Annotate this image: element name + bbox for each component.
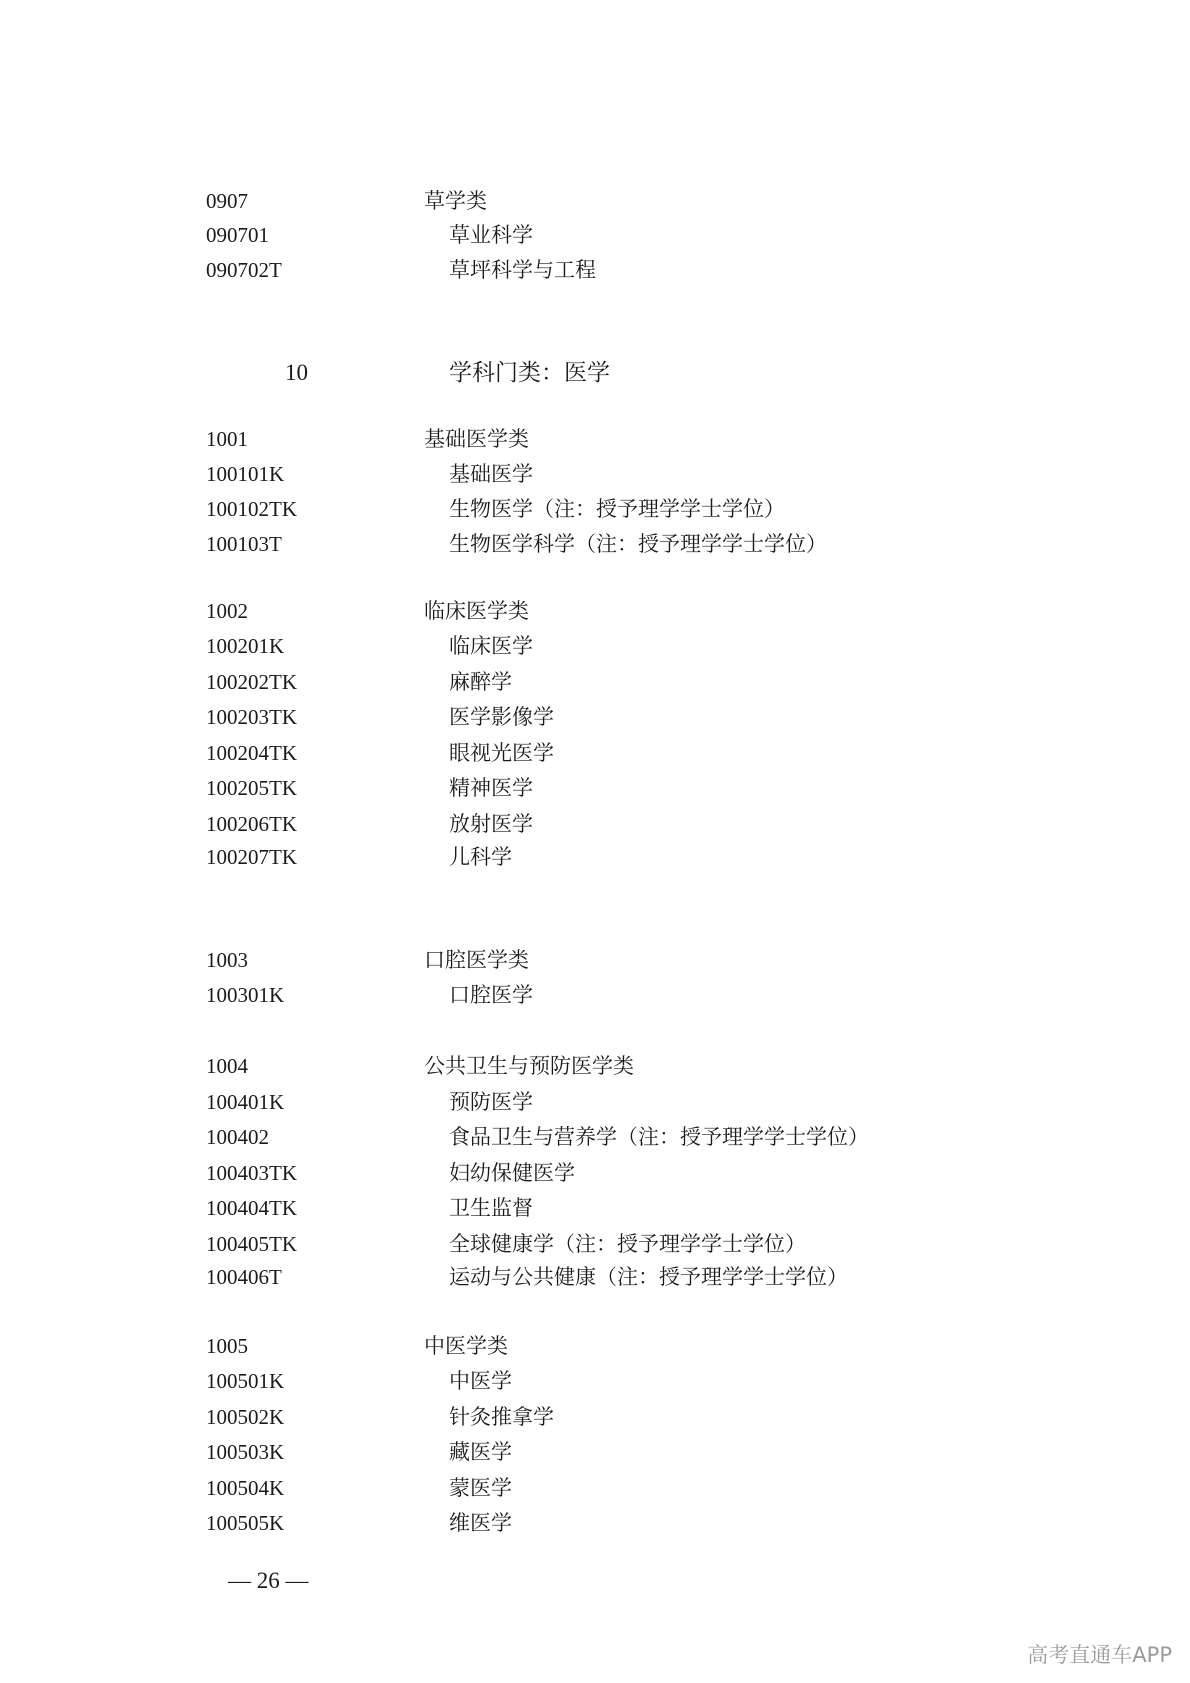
major-name: 预防医学 bbox=[449, 1090, 533, 1114]
table-row bbox=[0, 459, 1190, 493]
table-row bbox=[0, 1087, 1190, 1121]
app-watermark: 高考直通车APP bbox=[1027, 1643, 1172, 1667]
category-code: 1002 bbox=[206, 599, 248, 623]
table-row bbox=[0, 255, 1190, 289]
table-row bbox=[0, 1122, 1190, 1156]
major-code: 100103T bbox=[206, 532, 282, 556]
table-row bbox=[0, 702, 1190, 736]
table-row bbox=[0, 1473, 1190, 1507]
major-name: 运动与公共健康（注：授予理学学士学位） bbox=[449, 1265, 848, 1289]
major-code: 100401K bbox=[206, 1090, 285, 1114]
table-row bbox=[0, 1229, 1190, 1263]
major-code: 100207TK bbox=[206, 845, 297, 869]
table-row bbox=[0, 738, 1190, 772]
table-row bbox=[0, 186, 1190, 220]
table-row bbox=[0, 529, 1190, 563]
major-name: 蒙医学 bbox=[449, 1476, 512, 1500]
table-row bbox=[0, 1402, 1190, 1436]
major-code: 100503K bbox=[206, 1440, 285, 1464]
major-code: 100102TK bbox=[206, 497, 297, 521]
category-code: 1001 bbox=[206, 427, 248, 451]
table-row bbox=[0, 1158, 1190, 1192]
table-row bbox=[0, 945, 1190, 979]
table-row bbox=[0, 842, 1190, 876]
table-row bbox=[0, 1508, 1190, 1542]
category-code: 1003 bbox=[206, 948, 248, 972]
major-code: 100204TK bbox=[206, 741, 297, 765]
table-row bbox=[0, 980, 1190, 1014]
category-code: 0907 bbox=[206, 189, 248, 213]
major-code: 100501K bbox=[206, 1369, 285, 1393]
category-name: 中医学类 bbox=[424, 1334, 508, 1358]
major-code: 100205TK bbox=[206, 776, 297, 800]
major-code: 100504K bbox=[206, 1476, 285, 1500]
discipline-heading bbox=[0, 357, 1190, 391]
major-name: 生物医学（注：授予理学学士学位） bbox=[449, 497, 785, 521]
table-row bbox=[0, 1193, 1190, 1227]
major-name: 卫生监督 bbox=[449, 1196, 533, 1220]
page-number: — 26 — bbox=[228, 1568, 309, 1593]
major-name: 藏医学 bbox=[449, 1440, 512, 1464]
major-code: 100201K bbox=[206, 634, 285, 658]
major-name: 食品卫生与营养学（注：授予理学学士学位） bbox=[449, 1125, 869, 1149]
major-code: 100403TK bbox=[206, 1161, 297, 1185]
category-name: 基础医学类 bbox=[424, 427, 529, 451]
major-name: 儿科学 bbox=[449, 845, 512, 869]
category-name: 临床医学类 bbox=[424, 599, 529, 623]
category-name: 公共卫生与预防医学类 bbox=[424, 1054, 634, 1078]
major-name: 草坪科学与工程 bbox=[449, 258, 596, 282]
table-row bbox=[0, 1366, 1190, 1400]
major-name: 维医学 bbox=[449, 1511, 512, 1535]
major-name: 针灸推拿学 bbox=[449, 1405, 554, 1429]
major-code: 100505K bbox=[206, 1511, 285, 1535]
table-row bbox=[0, 667, 1190, 701]
discipline-name: 学科门类：医学 bbox=[449, 360, 610, 386]
major-name: 口腔医学 bbox=[449, 983, 533, 1007]
major-name: 中医学 bbox=[449, 1369, 512, 1393]
major-name: 全球健康学（注：授予理学学士学位） bbox=[449, 1232, 806, 1256]
major-code: 100202TK bbox=[206, 670, 297, 694]
category-code: 1005 bbox=[206, 1334, 248, 1358]
major-name: 妇幼保健医学 bbox=[449, 1161, 575, 1185]
table-row bbox=[0, 773, 1190, 807]
major-code: 100502K bbox=[206, 1405, 285, 1429]
major-code: 100404TK bbox=[206, 1196, 297, 1220]
category-code: 1004 bbox=[206, 1054, 248, 1078]
major-code: 090702T bbox=[206, 258, 282, 282]
major-name: 放射医学 bbox=[449, 812, 533, 836]
major-name: 临床医学 bbox=[449, 634, 533, 658]
major-code: 100406T bbox=[206, 1265, 282, 1289]
major-code: 100101K bbox=[206, 462, 285, 486]
table-row bbox=[0, 220, 1190, 254]
category-name: 口腔医学类 bbox=[424, 948, 529, 972]
major-name: 医学影像学 bbox=[449, 705, 554, 729]
table-row bbox=[0, 631, 1190, 665]
table-row bbox=[0, 1262, 1190, 1296]
major-name: 生物医学科学（注：授予理学学士学位） bbox=[449, 532, 827, 556]
major-name: 眼视光医学 bbox=[449, 741, 554, 765]
table-row bbox=[0, 1051, 1190, 1085]
major-name: 草业科学 bbox=[449, 223, 533, 247]
major-name: 基础医学 bbox=[449, 462, 533, 486]
table-row bbox=[0, 1331, 1190, 1365]
major-code: 100206TK bbox=[206, 812, 297, 836]
major-name: 精神医学 bbox=[449, 776, 533, 800]
discipline-code: 10 bbox=[285, 360, 308, 385]
major-name: 麻醉学 bbox=[449, 670, 512, 694]
major-code: 100405TK bbox=[206, 1232, 297, 1256]
table-row bbox=[0, 809, 1190, 843]
category-name: 草学类 bbox=[424, 189, 487, 213]
major-code: 100203TK bbox=[206, 705, 297, 729]
major-code: 100301K bbox=[206, 983, 285, 1007]
table-row bbox=[0, 1437, 1190, 1471]
major-code: 090701 bbox=[206, 223, 269, 247]
table-row bbox=[0, 424, 1190, 458]
table-row bbox=[0, 494, 1190, 528]
table-row bbox=[0, 596, 1190, 630]
major-code: 100402 bbox=[206, 1125, 269, 1149]
